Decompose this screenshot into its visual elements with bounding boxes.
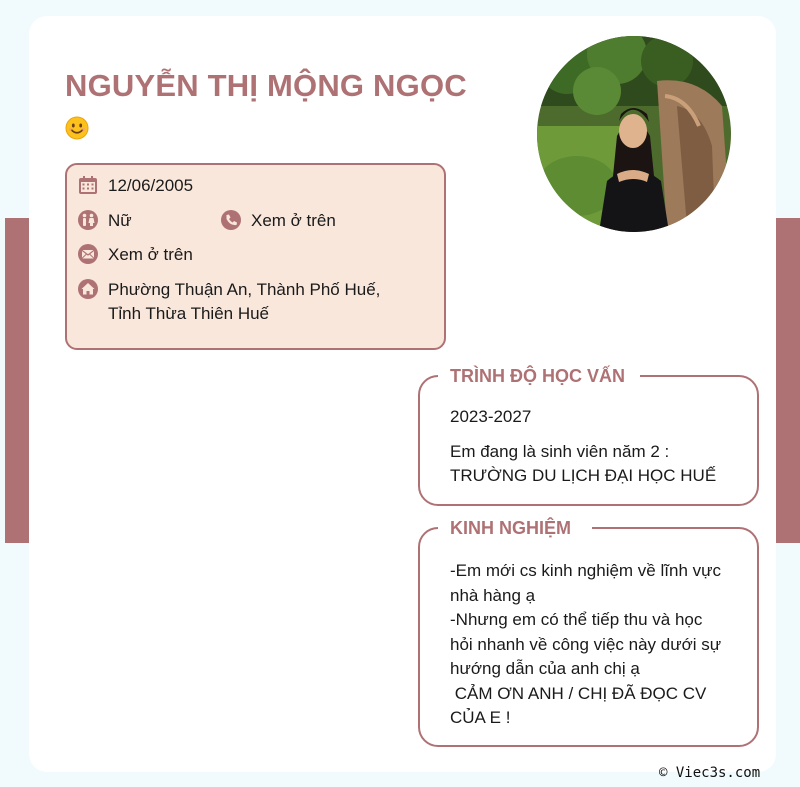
contact-info-box	[65, 163, 446, 350]
profile-photo	[537, 36, 731, 232]
education-line-2: TRƯỜNG DU LỊCH ĐẠI HỌC HUẾ	[450, 466, 717, 485]
envelope-icon	[77, 243, 99, 265]
experience-section	[418, 518, 759, 747]
phone-row	[220, 209, 336, 233]
experience-line: hỏi nhanh về công việc này dưới sự	[450, 634, 722, 654]
home-icon	[77, 278, 99, 300]
education-section	[418, 366, 759, 506]
gender-row	[77, 209, 132, 233]
phone-icon	[220, 209, 242, 231]
gender-text: Nữ	[108, 211, 132, 230]
address-text	[108, 278, 380, 326]
side-band-right	[776, 218, 800, 543]
experience-line: CỦA E !	[450, 708, 511, 727]
address-line-1: Phường Thuận An, Thành Phố Huế,	[108, 280, 381, 299]
smiley-emoji	[65, 116, 89, 140]
address-line-2: Tỉnh Thừa Thiên Huế	[108, 304, 270, 323]
birthday-row	[77, 174, 193, 198]
education-line-1: Em đang là sinh viên năm 2 :	[450, 441, 670, 461]
candidate-name: NGUYỄN THỊ MỘNG NGỌC	[65, 68, 467, 103]
experience-body	[450, 559, 733, 731]
experience-line: nhà hàng ạ	[450, 585, 536, 605]
experience-title: KINH NGHIỆM	[440, 516, 581, 540]
footer-credit: © Viec3s.com	[659, 765, 761, 781]
education-period: 2023-2027	[450, 407, 532, 426]
email-text: Xem ở trên	[108, 245, 193, 264]
experience-line: -Nhưng em có thể tiếp thu và học	[450, 610, 703, 629]
birthday-text: 12/06/2005	[108, 176, 194, 195]
experience-line: -Em mới cs kinh nghiệm về lĩnh vực	[450, 561, 721, 580]
education-title: TRÌNH ĐỘ HỌC VẤN	[440, 364, 635, 388]
education-body	[450, 405, 733, 489]
email-row	[77, 243, 193, 267]
experience-line: CẢM ƠN ANH / CHỊ ĐÃ ĐỌC CV	[450, 683, 707, 703]
phone-text: Xem ở trên	[251, 211, 336, 230]
calendar-icon	[77, 174, 99, 196]
gender-icon	[77, 209, 99, 231]
experience-line: hướng dẫn của anh chị ạ	[450, 659, 640, 678]
side-band-left	[5, 218, 29, 543]
address-row	[77, 278, 380, 326]
